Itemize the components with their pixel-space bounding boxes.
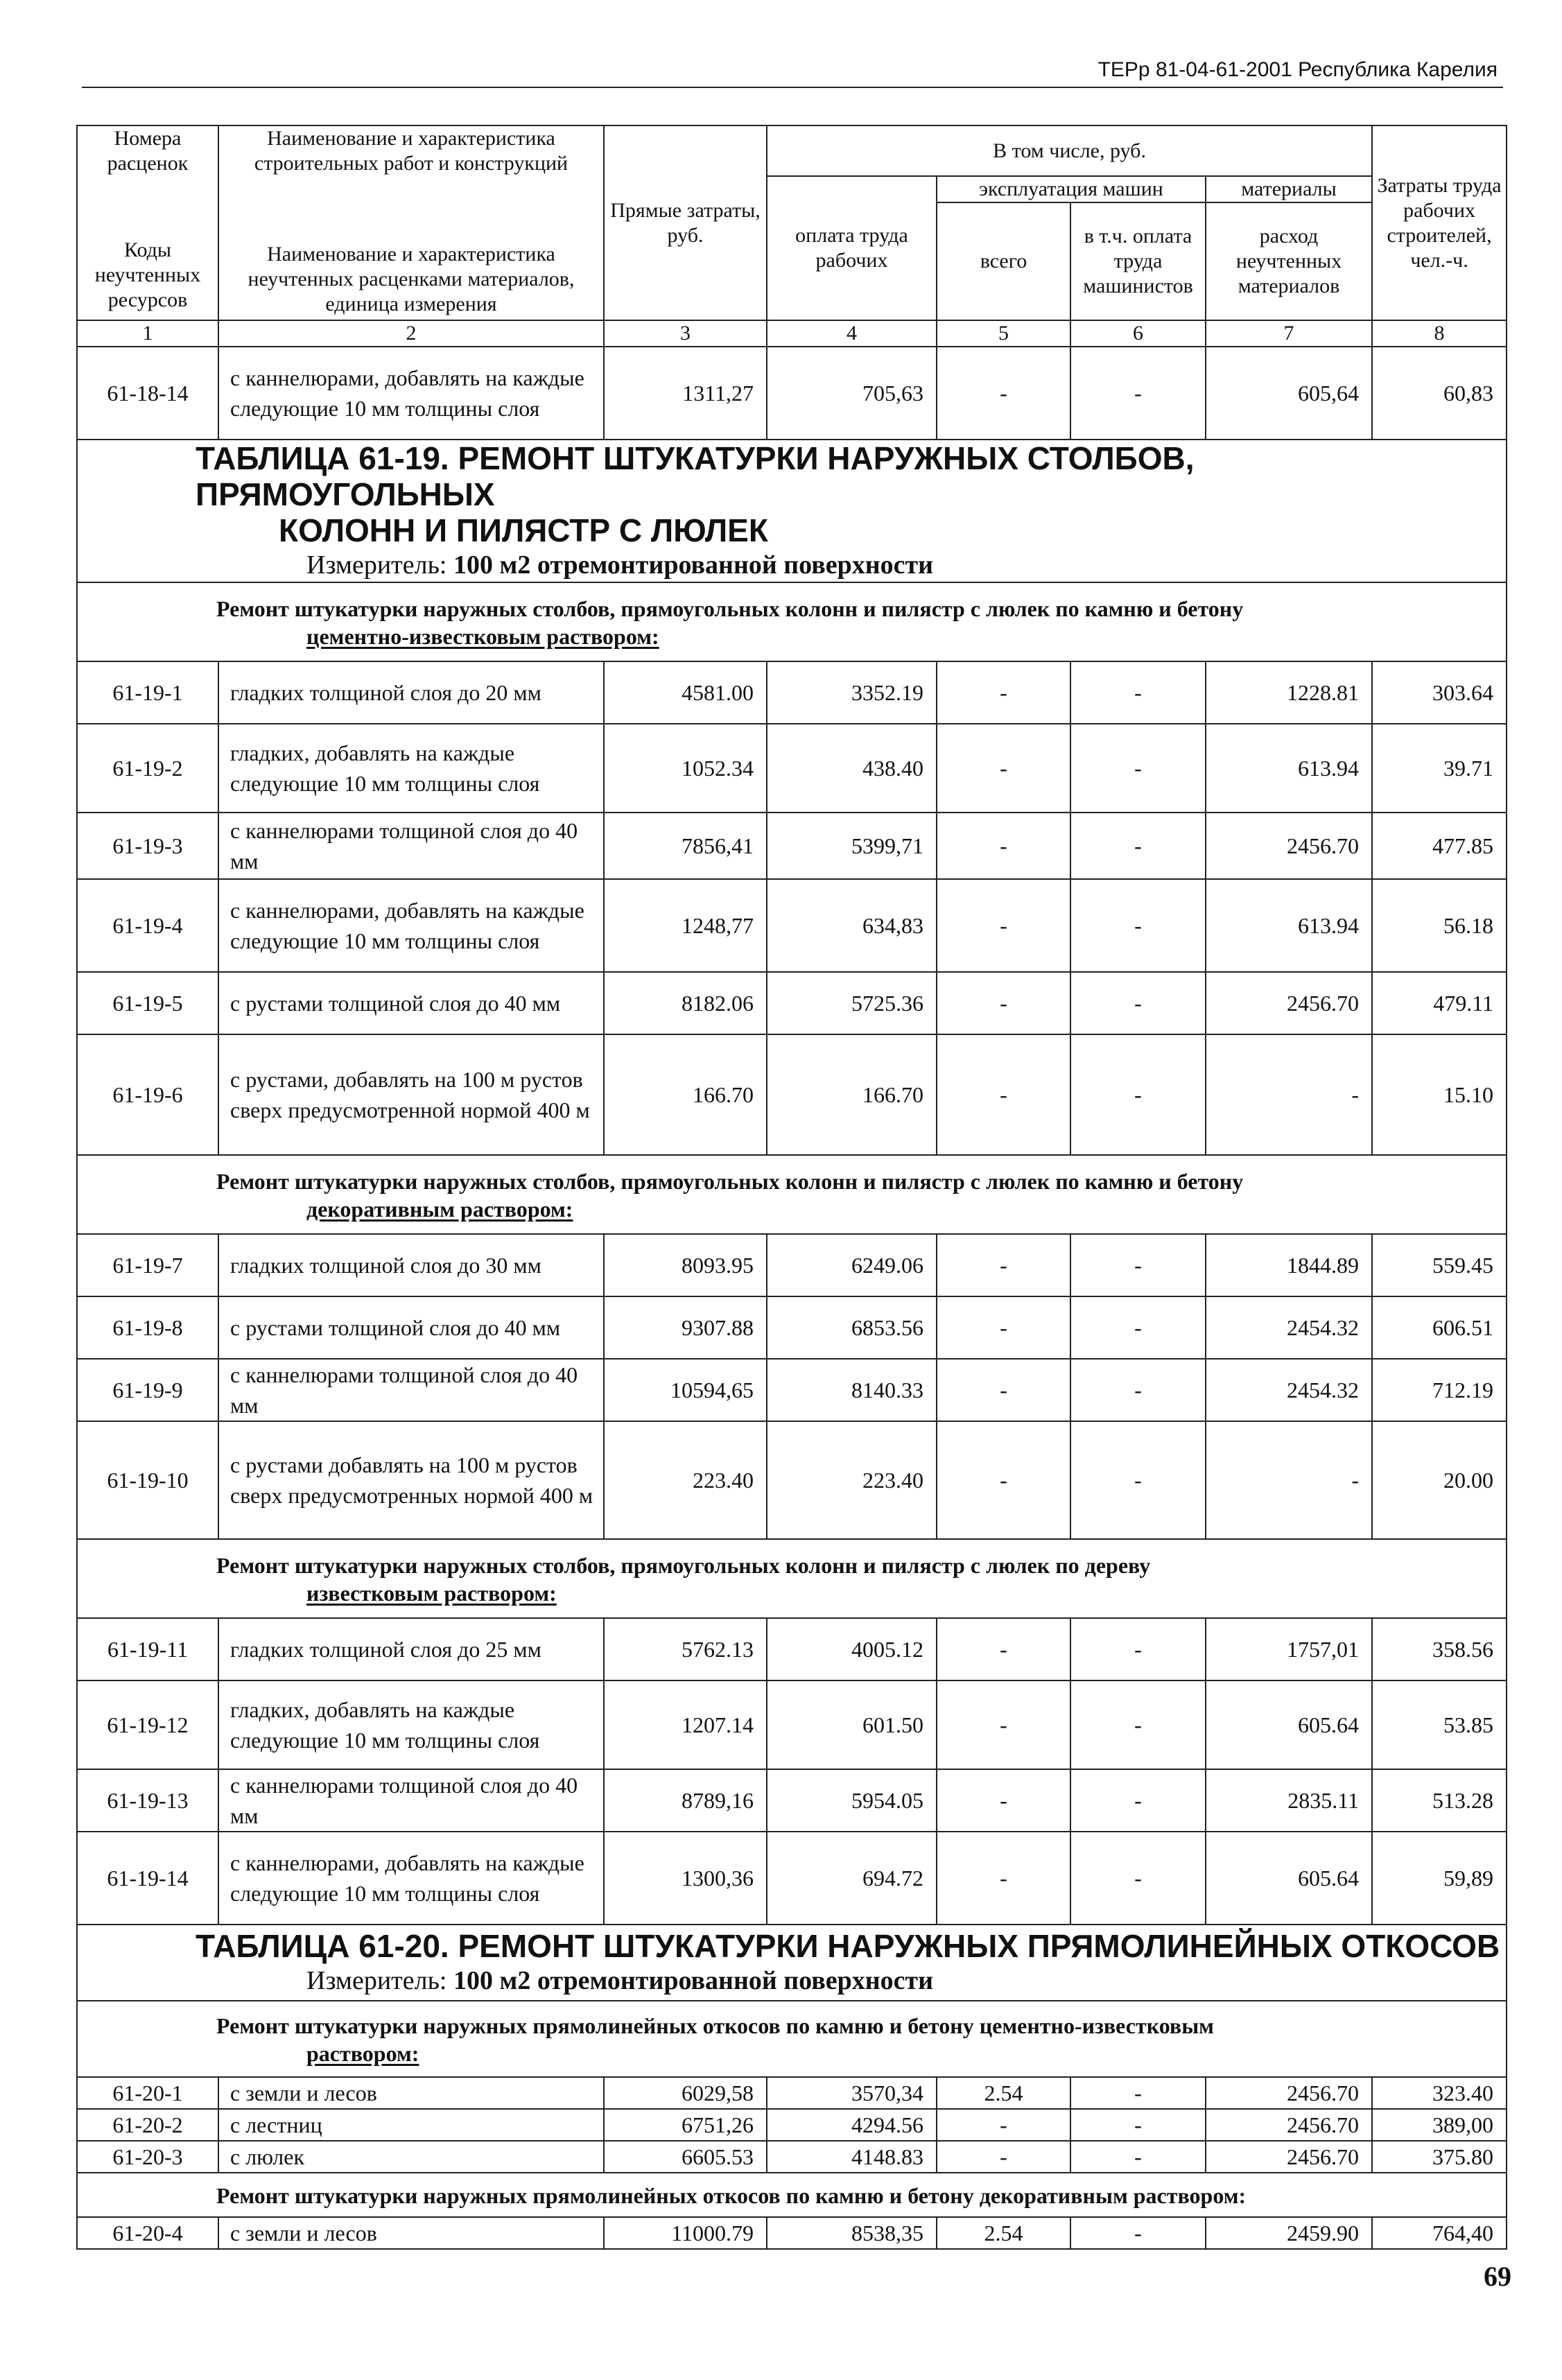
table-row <box>77 879 1507 972</box>
wages: 5399,71 <box>767 813 937 879</box>
measure-label: Измеритель: <box>306 1966 447 1995</box>
wages: 634,83 <box>767 879 937 972</box>
machines-total: - <box>937 1832 1070 1925</box>
rate-name: с каннелюрами толщиной слоя до 40 мм <box>218 1769 604 1832</box>
machines-total: - <box>937 1680 1070 1769</box>
rate-code: 61-19-3 <box>77 813 218 879</box>
machines-total: 2.54 <box>937 2077 1070 2109</box>
rate-name: с лестниц <box>218 2109 604 2141</box>
col-materials-name-header: Наименование и характеристика неучтенных расценками материалов, единица измерения <box>218 176 604 320</box>
section-header <box>77 2001 1507 2077</box>
col-machines-total-header: всего <box>937 202 1070 320</box>
machines-wages: - <box>1070 813 1206 879</box>
rate-name: с рустами толщиной слоя до 40 мм <box>218 972 604 1034</box>
section-header-row <box>77 1539 1507 1618</box>
machines-total: - <box>937 1421 1070 1539</box>
materials-usage: - <box>1206 1034 1372 1155</box>
wages: 223.40 <box>767 1421 937 1539</box>
direct-costs: 166.70 <box>604 1034 767 1155</box>
rate-code: 61-19-12 <box>77 1680 218 1769</box>
col-incl-header: В том числе, руб. <box>767 125 1372 176</box>
header-row-2 <box>77 176 1507 202</box>
wages: 5954.05 <box>767 1769 937 1832</box>
materials-usage: 1844.89 <box>1206 1234 1372 1296</box>
machines-total: - <box>937 813 1070 879</box>
section-title: Ремонт штукатурки наружных столбов, прямоугольных колонн и пилястр с люлек по камню и бетону <box>216 596 1244 621</box>
table-row <box>77 347 1507 440</box>
table-row <box>77 2217 1507 2249</box>
rate-code: 61-19-4 <box>77 879 218 972</box>
rate-code: 61-19-13 <box>77 1769 218 1832</box>
labor-costs: 477.85 <box>1372 813 1507 879</box>
wages: 6249.06 <box>767 1234 937 1296</box>
section-header <box>77 582 1507 661</box>
machines-total: - <box>937 1359 1070 1421</box>
materials-usage: 613.94 <box>1206 879 1372 972</box>
direct-costs: 8093.95 <box>604 1234 767 1296</box>
wages: 438.40 <box>767 724 937 813</box>
column-number: 1 <box>77 320 218 347</box>
direct-costs: 223.40 <box>604 1421 767 1539</box>
labor-costs: 53.85 <box>1372 1680 1507 1769</box>
wages: 3570,34 <box>767 2077 937 2109</box>
labor-costs: 59,89 <box>1372 1832 1507 1925</box>
col-resources-header: Коды неучтенных ресурсов <box>77 176 218 320</box>
table-row <box>77 1618 1507 1680</box>
section-header-row <box>77 2001 1507 2077</box>
direct-costs: 8789,16 <box>604 1769 767 1832</box>
table-row <box>77 1359 1507 1421</box>
col-name-header: Наименование и характеристика строительных работ и конструкций <box>218 125 604 176</box>
col-machines-header: эксплуатация машин <box>937 176 1206 202</box>
rate-name: гладких толщиной слоя до 30 мм <box>218 1234 604 1296</box>
column-number: 8 <box>1372 320 1507 347</box>
machines-wages: - <box>1070 1769 1206 1832</box>
col-codes-header: Номера расценок <box>77 125 218 176</box>
machines-wages: - <box>1070 2141 1206 2173</box>
section-title: Ремонт штукатурки наружных столбов, прямоугольных колонн и пилястр с люлек по камню и бетону <box>216 1169 1244 1194</box>
column-number: 6 <box>1070 320 1206 347</box>
rate-code: 61-19-2 <box>77 724 218 813</box>
labor-costs: 389,00 <box>1372 2109 1507 2141</box>
measure-label: Измеритель: <box>306 550 447 580</box>
rate-code: 61-19-6 <box>77 1034 218 1155</box>
table-row <box>77 1680 1507 1769</box>
rate-name: с земли и лесов <box>218 2077 604 2109</box>
section-header-row <box>77 1155 1507 1234</box>
labor-costs: 39.71 <box>1372 724 1507 813</box>
measure-value: 100 м2 отремонтированной поверхности <box>453 1966 934 1995</box>
section-title: Ремонт штукатурки наружных столбов, прямоугольных колонн и пилястр с люлек по дереву <box>216 1553 1151 1578</box>
table-row <box>77 1832 1507 1925</box>
materials-usage: 605.64 <box>1206 1680 1372 1769</box>
column-number: 4 <box>767 320 937 347</box>
column-number: 3 <box>604 320 767 347</box>
wages: 705,63 <box>767 347 937 440</box>
materials-usage: 613.94 <box>1206 724 1372 813</box>
table-title-row <box>77 440 1507 582</box>
machines-wages: - <box>1070 879 1206 972</box>
labor-costs: 323.40 <box>1372 2077 1507 2109</box>
table-row <box>77 1234 1507 1296</box>
machines-wages: - <box>1070 1832 1206 1925</box>
wages: 601.50 <box>767 1680 937 1769</box>
rate-name: с каннелюрами, добавлять на каждые следующие 10 мм толщины слоя <box>218 879 604 972</box>
materials-usage: 2835.11 <box>1206 1769 1372 1832</box>
column-numbers-row <box>77 320 1507 347</box>
materials-usage: 605.64 <box>1206 1832 1372 1925</box>
machines-total: - <box>937 347 1070 440</box>
table-row <box>77 813 1507 879</box>
machines-wages: - <box>1070 972 1206 1034</box>
direct-costs: 10594,65 <box>604 1359 767 1421</box>
direct-costs: 5762.13 <box>604 1618 767 1680</box>
table-title <box>77 1925 1507 2001</box>
measure-line <box>306 1964 1502 1997</box>
machines-wages: - <box>1070 724 1206 813</box>
col-materials-header: материалы <box>1206 176 1372 202</box>
labor-costs: 60,83 <box>1372 347 1507 440</box>
machines-wages: - <box>1070 2217 1206 2249</box>
direct-costs: 1248,77 <box>604 879 767 972</box>
column-number: 2 <box>218 320 604 347</box>
rates-table <box>76 125 1507 2250</box>
page-number: 69 <box>1484 2261 1511 2292</box>
rate-name: с люлек <box>218 2141 604 2173</box>
table-row <box>77 1034 1507 1155</box>
table-row <box>77 661 1507 724</box>
materials-usage: 2456.70 <box>1206 813 1372 879</box>
col-materials-usage-header: расход неучтенных материалов <box>1206 202 1372 320</box>
labor-costs: 712.19 <box>1372 1359 1507 1421</box>
wages: 3352.19 <box>767 661 937 724</box>
wages: 6853.56 <box>767 1296 937 1359</box>
materials-usage: 605,64 <box>1206 347 1372 440</box>
rate-code: 61-20-4 <box>77 2217 218 2249</box>
rate-code: 61-20-3 <box>77 2141 218 2173</box>
direct-costs: 11000.79 <box>604 2217 767 2249</box>
table-heading: ТАБЛИЦА 61-20. РЕМОНТ ШТУКАТУРКИ НАРУЖНЫХ ПРЯМОЛИНЕЙНЫХ ОТКОСОВ <box>196 1928 1500 1964</box>
col-direct-header: Прямые затраты, руб. <box>604 125 767 320</box>
machines-wages: - <box>1070 1359 1206 1421</box>
materials-usage: 2459.90 <box>1206 2217 1372 2249</box>
machines-total: 2.54 <box>937 2217 1070 2249</box>
table-title-row <box>77 1925 1507 2001</box>
header-row-1 <box>77 125 1507 176</box>
machines-wages: - <box>1070 1680 1206 1769</box>
materials-usage: 1757,01 <box>1206 1618 1372 1680</box>
labor-costs: 375.80 <box>1372 2141 1507 2173</box>
measure-line <box>306 548 1502 582</box>
section-header <box>77 1155 1507 1234</box>
rate-code: 61-20-1 <box>77 2077 218 2109</box>
materials-usage: 2454.32 <box>1206 1296 1372 1359</box>
table-heading: ТАБЛИЦА 61-19. РЕМОНТ ШТУКАТУРКИ НАРУЖНЫХ СТОЛБОВ, ПРЯМОУГОЛЬНЫХ <box>196 440 1195 512</box>
rate-name: с каннелюрами, добавлять на каждые следующие 10 мм толщины слоя <box>218 1832 604 1925</box>
section-header-row <box>77 2173 1507 2217</box>
rate-code: 61-19-5 <box>77 972 218 1034</box>
table-row <box>77 1769 1507 1832</box>
column-number: 7 <box>1206 320 1372 347</box>
machines-total: - <box>937 1296 1070 1359</box>
table-row <box>77 1421 1507 1539</box>
rate-name: с каннелюрами толщиной слоя до 40 мм <box>218 1359 604 1421</box>
direct-costs: 1311,27 <box>604 347 767 440</box>
machines-total: - <box>937 1034 1070 1155</box>
section-title-cont: декоративным раствором: <box>306 1197 573 1222</box>
labor-costs: 764,40 <box>1372 2217 1507 2249</box>
labor-costs: 513.28 <box>1372 1769 1507 1832</box>
labor-costs: 606.51 <box>1372 1296 1507 1359</box>
header-rule <box>82 87 1503 88</box>
machines-total: - <box>937 1769 1070 1832</box>
table-row <box>77 2077 1507 2109</box>
machines-total: - <box>937 2109 1070 2141</box>
rate-name: с рустами, добавлять на 100 м рустов сверх предусмотренной нормой 400 м <box>218 1034 604 1155</box>
wages: 4148.83 <box>767 2141 937 2173</box>
materials-usage: 1228.81 <box>1206 661 1372 724</box>
rate-name: гладких толщиной слоя до 20 мм <box>218 661 604 724</box>
machines-total: - <box>937 1234 1070 1296</box>
direct-costs: 6029,58 <box>604 2077 767 2109</box>
rate-name: гладких толщиной слоя до 25 мм <box>218 1618 604 1680</box>
rate-name: с рустами толщиной слоя до 40 мм <box>218 1296 604 1359</box>
table-heading-cont: КОЛОНН И ПИЛЯСТР С ЛЮЛЕК <box>279 512 768 548</box>
measure-value: 100 м2 отремонтированной поверхности <box>453 550 934 580</box>
col-wages-header: оплата труда рабочих <box>767 176 937 320</box>
machines-total: - <box>937 661 1070 724</box>
section-header-row <box>77 582 1507 661</box>
rate-code: 61-19-14 <box>77 1832 218 1925</box>
rate-code: 61-19-11 <box>77 1618 218 1680</box>
rate-name: гладких, добавлять на каждые следующие 10 мм толщины слоя <box>218 1680 604 1769</box>
machines-total: - <box>937 2141 1070 2173</box>
direct-costs: 7856,41 <box>604 813 767 879</box>
machines-wages: - <box>1070 1296 1206 1359</box>
rate-code: 61-19-9 <box>77 1359 218 1421</box>
table-row <box>77 724 1507 813</box>
direct-costs: 1300,36 <box>604 1832 767 1925</box>
materials-usage: - <box>1206 1421 1372 1539</box>
machines-total: - <box>937 972 1070 1034</box>
machines-wages: - <box>1070 2109 1206 2141</box>
section-title-cont: цементно-известковым раствором: <box>306 624 659 649</box>
machines-total: - <box>937 724 1070 813</box>
table-title <box>77 440 1507 582</box>
wages: 8538,35 <box>767 2217 937 2249</box>
rate-code: 61-19-7 <box>77 1234 218 1296</box>
machines-wages: - <box>1070 2077 1206 2109</box>
labor-costs: 358.56 <box>1372 1618 1507 1680</box>
rate-code: 61-19-10 <box>77 1421 218 1539</box>
rate-code: 61-18-14 <box>77 347 218 440</box>
labor-costs: 559.45 <box>1372 1234 1507 1296</box>
table-row <box>77 972 1507 1034</box>
machines-total: - <box>937 1618 1070 1680</box>
section-header <box>77 2173 1507 2217</box>
rate-name: с земли и лесов <box>218 2217 604 2249</box>
materials-usage: 2454.32 <box>1206 1359 1372 1421</box>
labor-costs: 303.64 <box>1372 661 1507 724</box>
direct-costs: 8182.06 <box>604 972 767 1034</box>
materials-usage: 2456.70 <box>1206 2077 1372 2109</box>
section-title: Ремонт штукатурки наружных прямолинейных откосов по камню и бетону декоративным раствором: <box>216 2183 1247 2208</box>
rate-code: 61-20-2 <box>77 2109 218 2141</box>
column-number: 5 <box>937 320 1070 347</box>
section-title-cont: известковым раствором: <box>306 1581 557 1606</box>
rate-name: с каннелюрами толщиной слоя до 40 мм <box>218 813 604 879</box>
rate-name: гладких, добавлять на каждые следующие 10 мм толщины слоя <box>218 724 604 813</box>
machines-wages: - <box>1070 1034 1206 1155</box>
direct-costs: 1207.14 <box>604 1680 767 1769</box>
rate-name: с каннелюрами, добавлять на каждые следующие 10 мм толщины слоя <box>218 347 604 440</box>
wages: 4005.12 <box>767 1618 937 1680</box>
labor-costs: 56.18 <box>1372 879 1507 972</box>
machines-wages: - <box>1070 1618 1206 1680</box>
machines-wages: - <box>1070 1234 1206 1296</box>
materials-usage: 2456.70 <box>1206 972 1372 1034</box>
materials-usage: 2456.70 <box>1206 2141 1372 2173</box>
rate-code: 61-19-8 <box>77 1296 218 1359</box>
direct-costs: 6751,26 <box>604 2109 767 2141</box>
wages: 8140.33 <box>767 1359 937 1421</box>
wages: 694.72 <box>767 1832 937 1925</box>
machines-wages: - <box>1070 661 1206 724</box>
labor-costs: 15.10 <box>1372 1034 1507 1155</box>
col-machines-wages-header: в т.ч. оплата труда машинистов <box>1070 202 1206 320</box>
direct-costs: 1052.34 <box>604 724 767 813</box>
labor-costs: 20.00 <box>1372 1421 1507 1539</box>
direct-costs: 6605.53 <box>604 2141 767 2173</box>
col-labor-header: Затраты труда рабочих строителей, чел.-ч. <box>1372 125 1507 320</box>
machines-wages: - <box>1070 347 1206 440</box>
direct-costs: 4581.00 <box>604 661 767 724</box>
materials-usage: 2456.70 <box>1206 2109 1372 2141</box>
table-row <box>77 1296 1507 1359</box>
machines-wages: - <box>1070 1421 1206 1539</box>
wages: 4294.56 <box>767 2109 937 2141</box>
section-title-cont: раствором: <box>306 2041 419 2066</box>
machines-total: - <box>937 879 1070 972</box>
table-row <box>77 2141 1507 2173</box>
section-header <box>77 1539 1507 1618</box>
labor-costs: 479.11 <box>1372 972 1507 1034</box>
rate-code: 61-19-1 <box>77 661 218 724</box>
running-header: ТЕРр 81-04-61-2001 Республика Карелия <box>1097 58 1498 81</box>
wages: 5725.36 <box>767 972 937 1034</box>
table-row <box>77 2109 1507 2141</box>
section-title: Ремонт штукатурки наружных прямолинейных откосов по камню и бетону цементно-известковым <box>216 2013 1214 2038</box>
direct-costs: 9307.88 <box>604 1296 767 1359</box>
rate-name: с рустами добавлять на 100 м рустов сверх предусмотренных нормой 400 м <box>218 1421 604 1539</box>
wages: 166.70 <box>767 1034 937 1155</box>
